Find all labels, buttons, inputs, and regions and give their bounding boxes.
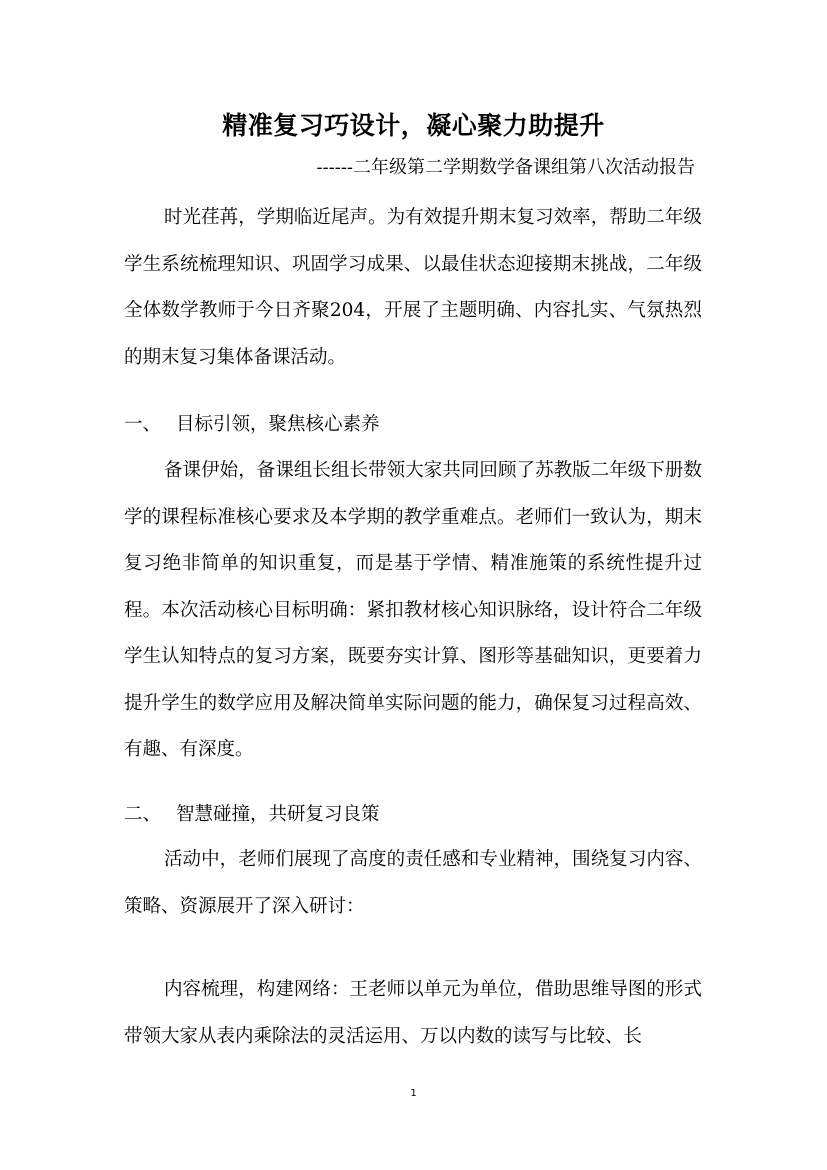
section-1-number: 一、 xyxy=(124,414,162,435)
document-title: 精准复习巧设计，凝心聚力助提升 xyxy=(222,111,605,140)
intro-paragraph: 时光荏苒，学期临近尾声。为有效提升期末复习效率，帮助二年级学生系统梳理知识、巩固学习成果、以最佳状态迎接期末挑战，二年级全体数学教师于今日齐聚204，开展了主题明确、内容扎实、气氛热烈的期末复习集体备课活动。 xyxy=(124,207,702,368)
section-2-item-1: 内容梳理，构建网络：王老师以单元为单位，借助思维导图的形式带领大家从表内乘除法的灵活运用、万以内数的读写与比较、长 xyxy=(124,979,702,1047)
section-1-paragraph: 备课伊始，备课组长组长带领大家共同回顾了苏教版二年级下册数学的课程标准核心要求及本学期的教学重难点。老师们一致认为，期末复习绝非简单的知识重复，而是基于学情、精准施策的系统性提升过程。本次活动核心目标明确：紧扣教材核心知识脉络，设计符合二年级学生认知特点的复习方案，既要夯实计算、图形等基础知识，更要着力提升学生的数学应用及解决简单实际问题的能力，确保复习过程高效、有趣、有深度。 xyxy=(124,460,702,760)
section-2-number: 二、 xyxy=(124,804,162,825)
section-2-title: 智慧碰撞，共研复习良策 xyxy=(176,804,380,825)
page-number: 1 xyxy=(410,1088,417,1099)
section-1-title: 目标引领，聚焦核心素养 xyxy=(176,414,380,435)
section-1-heading xyxy=(124,410,702,440)
section-2-heading xyxy=(124,800,702,830)
section-2-paragraph: 活动中，老师们展现了高度的责任感和专业精神，围绕复习内容、策略、资源展开了深入研讨： xyxy=(124,849,702,917)
document-subtitle: ------二年级第二学期数学备课组第八次活动报告 xyxy=(316,157,695,178)
